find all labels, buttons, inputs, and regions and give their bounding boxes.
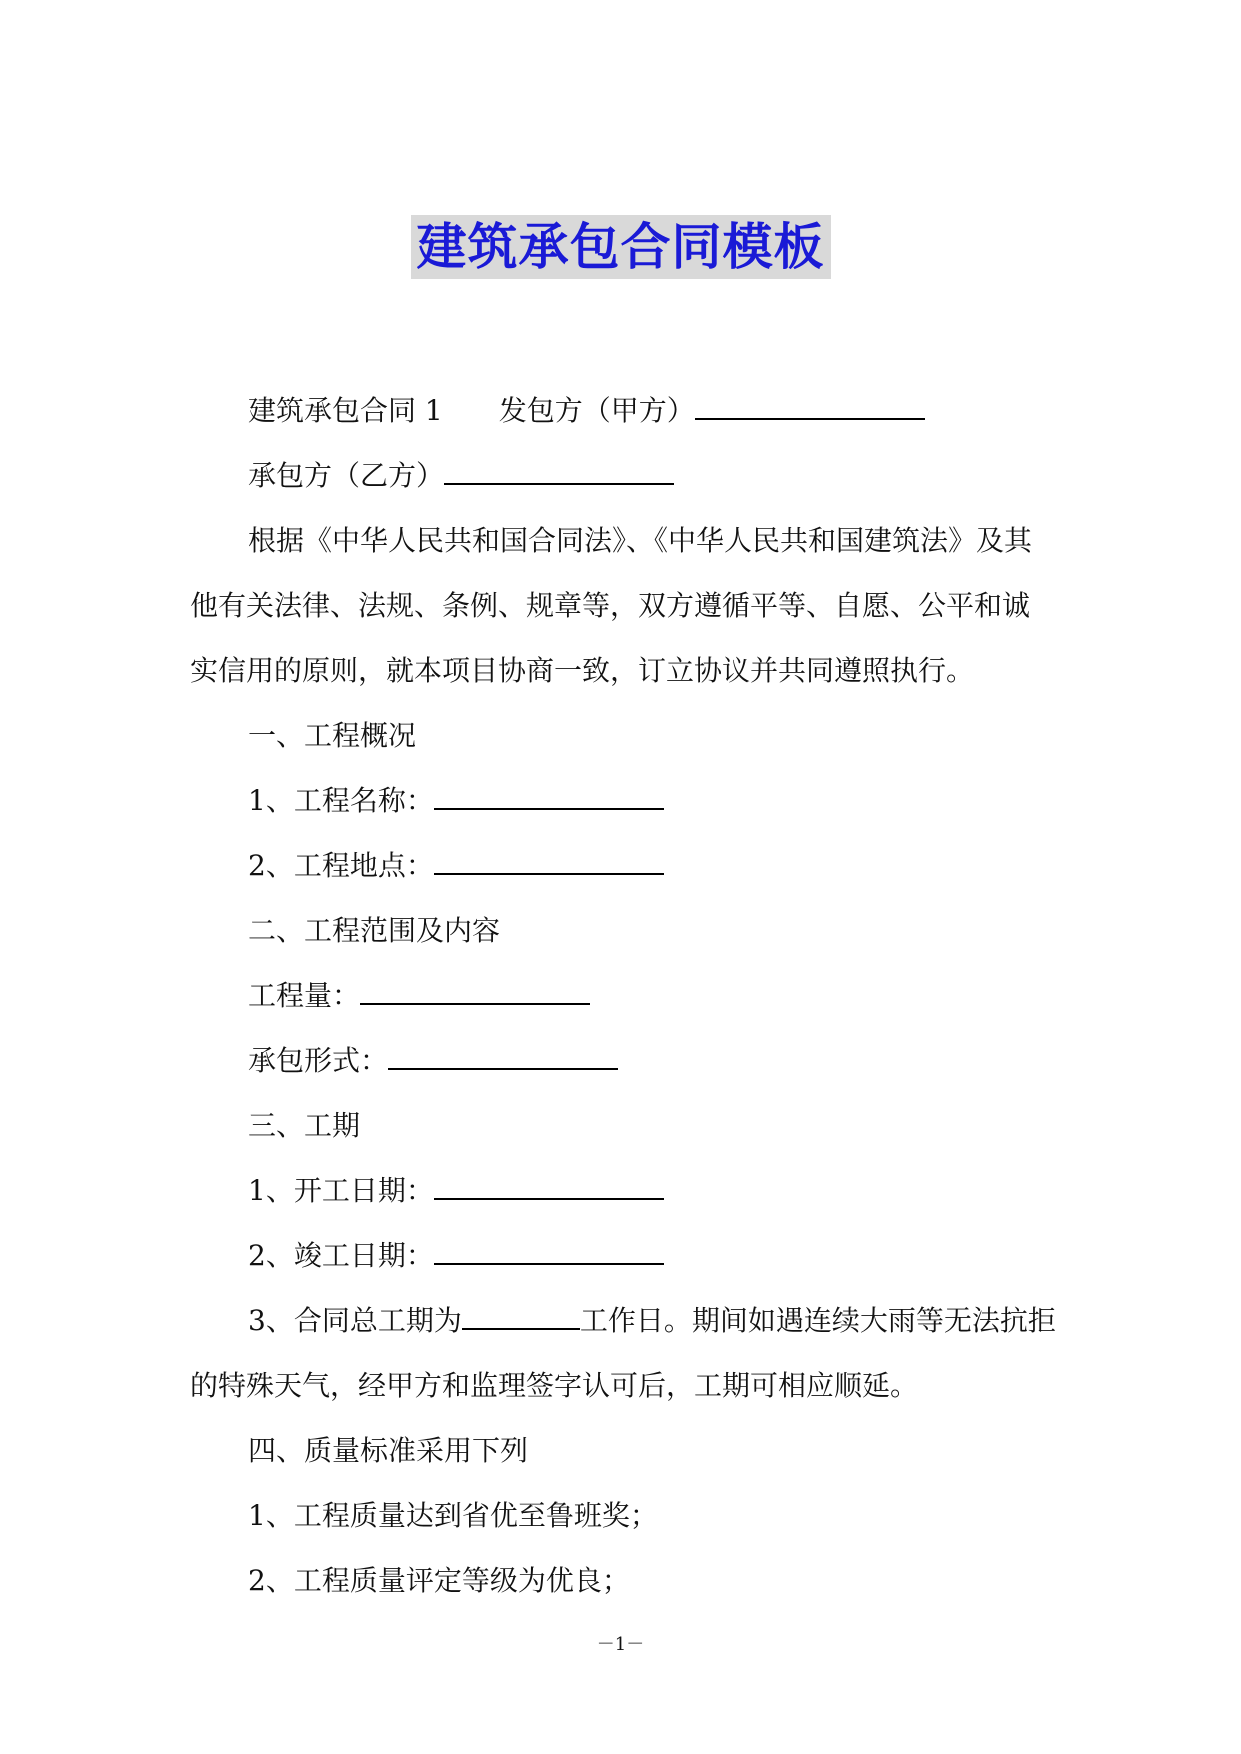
project-location-blank — [434, 845, 664, 875]
total-duration-blank — [462, 1300, 580, 1330]
contract-form-label: 承包形式： — [248, 1044, 389, 1077]
project-location-label: 2、工程地点： — [248, 849, 434, 882]
quantity-line — [190, 963, 1056, 1028]
start-date-label: 1、开工日期： — [248, 1174, 434, 1207]
party-b-blank — [444, 455, 674, 485]
quantity-blank — [360, 975, 590, 1005]
section-1-heading: 一、工程概况 — [248, 719, 417, 752]
completion-date-line — [190, 1223, 1056, 1288]
quantity-label: 工程量： — [248, 979, 361, 1012]
page-number: －1－ — [596, 1634, 645, 1655]
document-title: 建筑承包合同模板 — [411, 215, 831, 279]
contract-form-line — [190, 1028, 1056, 1093]
start-date-line — [190, 1158, 1056, 1223]
start-date-blank — [434, 1170, 664, 1200]
project-location-line — [190, 833, 1056, 898]
project-name-blank — [434, 780, 664, 810]
completion-date-label: 2、竣工日期： — [248, 1239, 434, 1272]
section-3-heading: 三、工期 — [248, 1109, 361, 1142]
contract-number: 建筑承包合同 1 — [248, 394, 443, 427]
project-name-label: 1、工程名称： — [248, 784, 434, 817]
section-2-heading: 二、工程范围及内容 — [248, 914, 501, 947]
total-duration-text: 工作日。期间如遇连续大雨等无法抗拒的特殊天气，经甲方和监理签字认可后，工期可相应顺延。 — [190, 1304, 1056, 1402]
party-b-line — [190, 443, 1056, 508]
party-a-label: 发包方（甲方） — [498, 394, 695, 427]
total-duration-label: 3、合同总工期为 — [248, 1304, 462, 1337]
contract-header-line — [190, 378, 1056, 443]
party-a-blank — [695, 390, 925, 420]
quality-item-2: 2、工程质量评定等级为优良； — [248, 1564, 630, 1597]
preamble-paragraph: 根据《中华人民共和国合同法》、《中华人民共和国建筑法》及其他有关法律、法规、条例、规章等，双方遵循平等、自愿、公平和诚实信用的原则，就本项目协商一致，订立协议并共同遵照执行。 — [190, 524, 1033, 687]
party-b-label: 承包方（乙方） — [248, 459, 445, 492]
section-4-heading: 四、质量标准采用下列 — [248, 1434, 529, 1467]
contract-form-blank — [388, 1040, 618, 1070]
project-name-line — [190, 768, 1056, 833]
total-duration-paragraph — [190, 1288, 1056, 1418]
completion-date-blank — [434, 1235, 664, 1265]
quality-item-1: 1、工程质量达到省优至鲁班奖； — [248, 1499, 658, 1532]
